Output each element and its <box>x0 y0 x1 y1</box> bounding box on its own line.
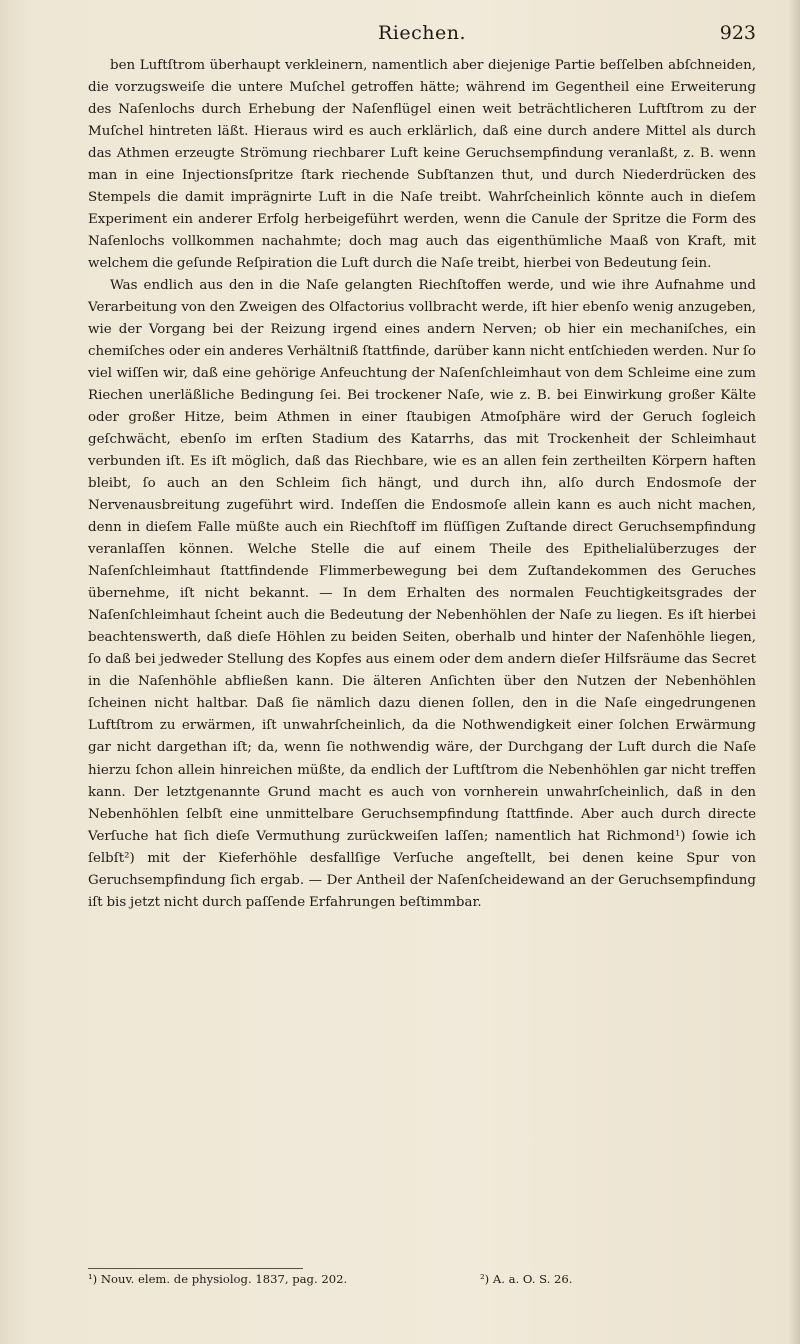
footnote-2 <box>480 1272 572 1287</box>
running-head: Riechen. <box>377 22 467 44</box>
footnote-text: Nouv. elem. de physiolog. 1837, pag. 202. <box>100 1272 348 1286</box>
page-number: 923 <box>719 22 756 44</box>
footnote-1 <box>88 1272 347 1287</box>
page-edge-shadow <box>788 0 800 1344</box>
paragraph-1: ben Luftſtrom überhaupt verkleinern, namentlich aber diejenige Partie beſſelben abſchneiden, die vorzugsweiſe die untere Muſchel getroffen hätte; während im Gegentheil eine Erweiterung des Naſenlochs durch Erhebung der Naſenflügel einen weit beträchtlicheren Luftſtrom zu der Muſchel hintreten läßt. Hieraus wird es auch erklärlich, daß eine durch andere Mittel als durch das Athmen erzeugte Strömung riechbarer Luft keine Geruchsempfindung veranlaßt, z. B. wenn man in eine Injectionsſpritze ſtark riechende Subſtanzen thut, und durch Niederdrücken des Stempels die damit imprägnirte Luft in die Naſe treibt. Wahrſcheinlich könnte auch in dieſem Experiment ein anderer Erfolg herbeigeführt werden, wenn die Canule der Spritze die Form des Naſenlochs vollkommen nachahmte; doch mag auch das eigenthümliche Maaß von Kraft, mit welchem die geſunde Reſpiration die Luft durch die Naſe treibt, hierbei von Bedeutung ſein. <box>88 58 756 272</box>
paragraph-2: Was endlich aus den in die Naſe gelangten Riechſtoffen werde, und wie ihre Aufnahme und Verarbeitung von den Zweigen des Olfactorius vollbracht werde, iſt hier ebenſo wenig anzugeben, wie der Vorgang bei der Reizung irgend eines andern Nerven; ob hier ein mechaniſches, ein chemiſches oder ein anderes Verhältniß ſtattfinde, darüber kann nicht entſchieden werden. Nur ſo viel wiſſen wir, daß eine gehörige Anfeuchtung der Naſenſchleimhaut von dem Schleime eine zum Riechen unerläßliche Bedingung ſei. Bei trockener Naſe, wie z. B. bei Einwirkung großer Kälte oder großer Hitze, beim Athmen in einer ſtaubigen Atmoſphäre wird der Geruch ſogleich geſchwächt, ebenſo im erſten Stadium des Katarrhs, das mit Trockenheit der Schleimhaut verbunden iſt. Es iſt möglich, daß das Riechbare, wie es an allen fein zertheilten Körpern haften bleibt, ſo auch an den Schleim ſich hängt, und durch ihn, alſo durch Endosmoſe der Nervenausbreitung zugeführt wird. Indeſſen die Endosmoſe allein kann es auch nicht machen, denn in dieſem Falle müßte auch ein Riechſtoff im flüſſigen Zuſtande direct Geruchsempfindung veranlaſſen können. Welche Stelle die auf einem Theile des Epithelialüberzuges der Naſenſchleimhaut ſtattfindende Flimmerbewegung bei dem Zuſtandekommen des Geruches übernehme, iſt nicht bekannt. — In dem Erhalten des normalen Feuchtigkeitsgrades der Naſenſchleimhaut ſcheint auch die Bedeutung der Nebenhöhlen der Naſe zu liegen. Es iſt hierbei beachtenswerth, daß dieſe Höhlen zu beiden Seiten, oberhalb und hinter der Naſenhöhle liegen, ſo daß bei jedweder Stellung des Kopfes aus einem oder dem andern dieſer Hilfsräume das Secret in die Naſenhöhle abfließen kann. Die älteren Anſichten über den Nutzen der Nebenhöhlen ſcheinen nicht haltbar. Daß ſie nämlich dazu dienen ſollen, den in die Naſe eingedrungenen Luftſtrom zu erwärmen, iſt unwahrſcheinlich, da die Nothwendigkeit einer ſolchen Erwärmung gar nicht dargethan iſt; da, wenn ſie nothwendig wäre, der Durchgang der Luft durch die Naſe hierzu ſchon allein hinreichen müßte, da endlich der Luftſtrom die Nebenhöhlen gar nicht treffen kann. Der letztgenannte Grund macht es auch von vornherein unwahrſcheinlich, daß in den Nebenhöhlen ſelbſt eine unmittelbare Geruchsempfindung ſtattfinde. Aber auch durch directe Verſuche hat ſich dieſe Vermuthung zurückweiſen laſſen; namentlich hat Richmond¹) ſowie ich ſelbſt²) mit der Kieferhöhle desfallſige Verſuche angeſtellt, bei denen keine Spur von Geruchsempfindung ſich ergab. — Der Antheil der Naſenſcheidewand an der Geruchsempfindung iſt bis jetzt nicht durch paſſende Erfahrungen beſtimmbar. <box>88 278 756 910</box>
footnote-mark: ²) <box>480 1272 490 1286</box>
page-header <box>88 22 756 44</box>
footnote-rule <box>88 1268 303 1269</box>
footnote-text: A. a. O. S. 26. <box>492 1272 573 1286</box>
footnote-mark: ¹) <box>88 1272 98 1286</box>
body-text <box>88 55 756 914</box>
